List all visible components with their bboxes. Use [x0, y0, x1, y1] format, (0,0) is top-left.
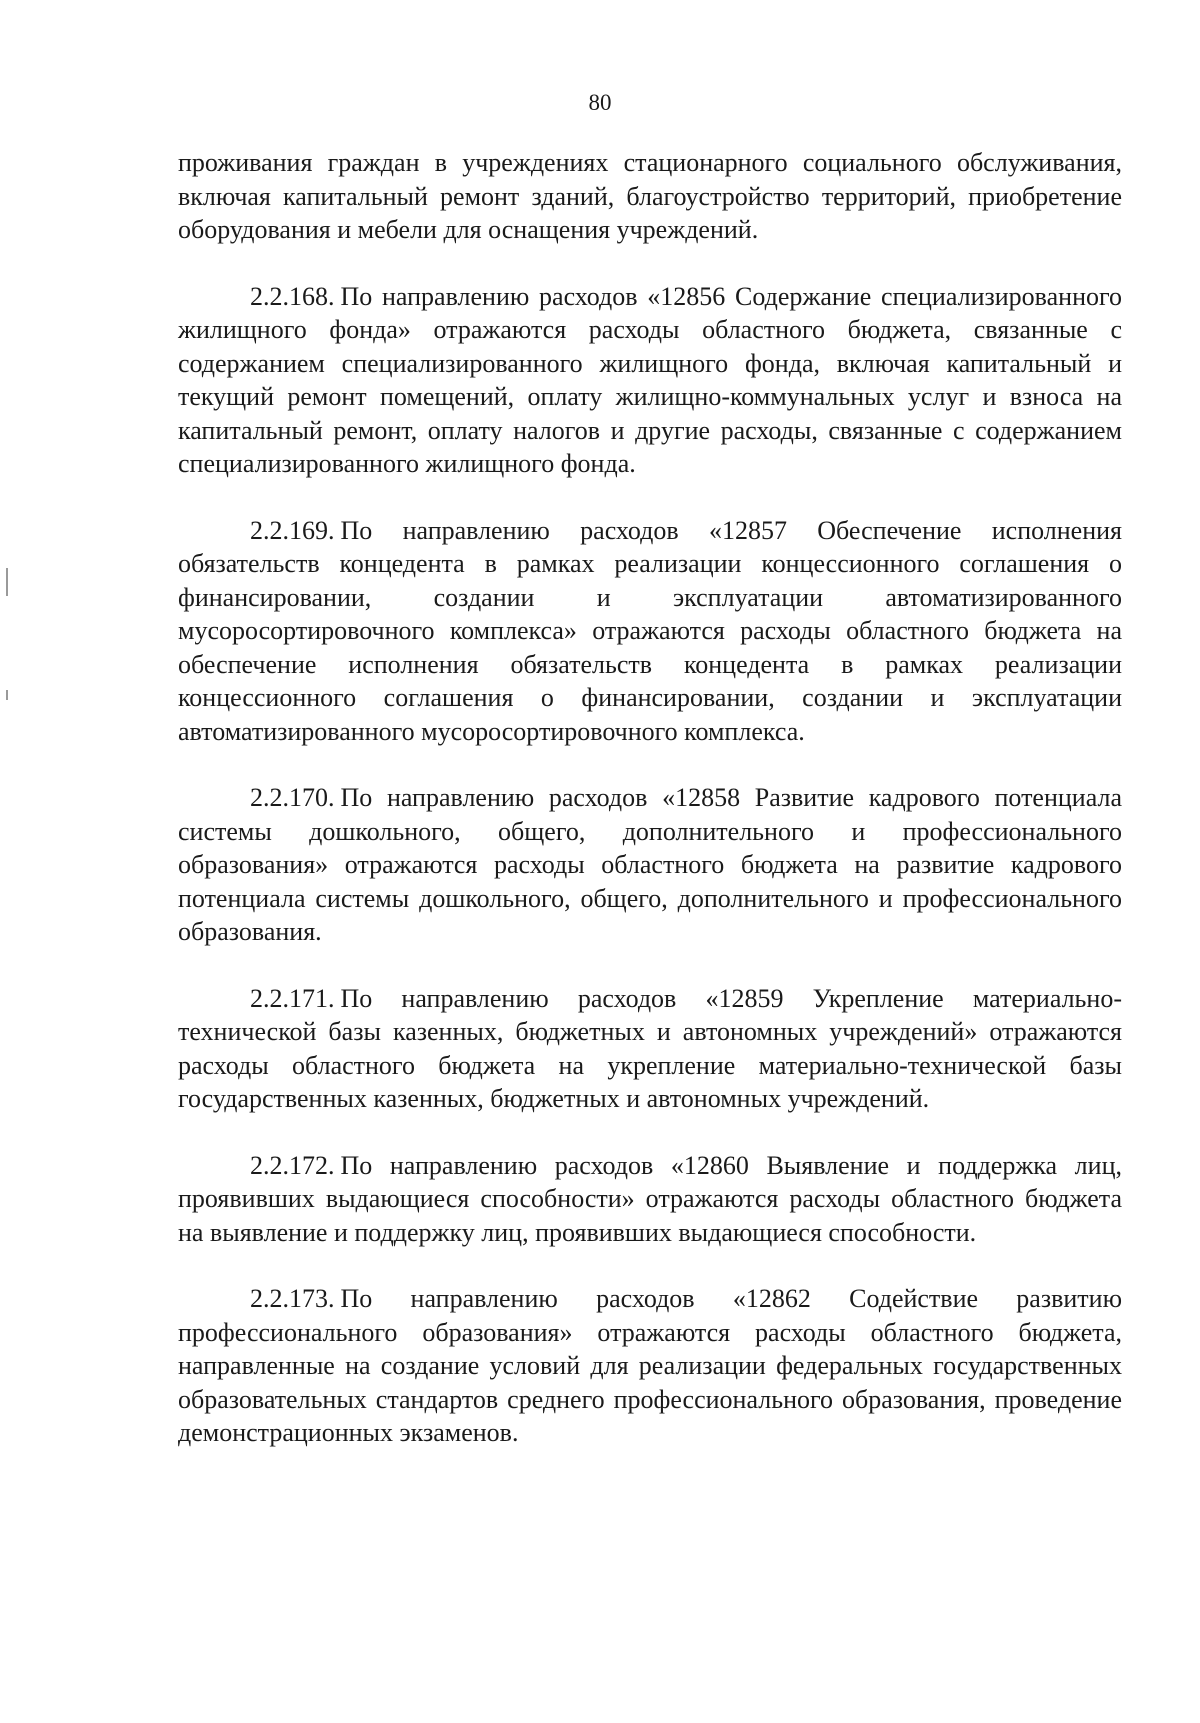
paragraph-2-2-171: [178, 982, 1122, 1116]
paragraph-2-2-170: [178, 781, 1122, 949]
paragraph-text: По направлению расходов «12856 Содержание специализированного жилищного фонда» отражаются расходы областного бюджета, связанные с содержанием специализированного жилищного фонда, включая капитальный и текущий ремонт помещений, оплату жилищно-коммунальных услуг и взноса на капитальный ремонт, оплату налогов и другие расходы, связанные с содержанием специализированного жилищного фонда.: [178, 281, 1122, 478]
paragraph-text: По направлению расходов «12862 Содействие развитию профессионального образования» отражаются расходы областного бюджета, направленные на создание условий для реализации федеральных государственных образовательных стандартов среднего профессионального образования, проведение демонстрационных экзаменов.: [178, 1284, 1122, 1447]
paragraph-text: По направлению расходов «12859 Укрепление материально-технической базы казенных, бюджетных и автономных учреждений» отражаются расходы областного бюджета на укрепление материально-технической базы государственных казенных, бюджетных и автономных учреждений.: [178, 983, 1122, 1113]
paragraph-number: 2.2.170.: [250, 783, 335, 812]
paragraph-number: 2.2.171.: [250, 983, 335, 1013]
paragraph-number: 2.2.172.: [250, 1150, 335, 1180]
paragraph-text: По направлению расходов «12857 Обеспечение исполнения обязательств концедента в рамках реализации концессионного соглашения о финансировании, создании и эксплуатации автоматизированного мусоросортировочного комплекса» отражаются расходы областного бюджета на обеспечение исполнения обязательств концедента в рамках реализации концессионного соглашения о финансировании, создании и эксплуатации автоматизированного мусоросортировочного комплекса.: [178, 515, 1122, 746]
scan-artifact: [6, 690, 8, 700]
paragraph-number: 2.2.169.: [250, 515, 335, 545]
paragraph-number: 2.2.173.: [250, 1284, 335, 1313]
paragraph-text: По направлению расходов «12858 Развитие кадрового потенциала системы дошкольного, общего, дополнительного и профессионального образования» отражаются расходы областного бюджета на развитие кадрового потенциала системы дошкольного, общего, дополнительного и профессионального образования.: [178, 783, 1122, 946]
paragraph-2-2-168: [178, 280, 1122, 481]
paragraph-2-2-173: [178, 1282, 1122, 1450]
page-body: [178, 146, 1122, 1483]
scan-artifact: [6, 568, 8, 596]
page-number: 80: [588, 90, 612, 115]
paragraph-2-2-169: [178, 514, 1122, 749]
paragraph-text: По направлению расходов «12860 Выявление и поддержка лиц, проявивших выдающиеся способности» отражаются расходы областного бюджета на выявление и поддержку лиц, проявивших выдающиеся способности.: [178, 1150, 1122, 1247]
paragraph-2-2-172: [178, 1149, 1122, 1250]
paragraph-number: 2.2.168.: [250, 281, 335, 311]
paragraph-continued: [178, 146, 1122, 247]
paragraph-text: проживания граждан в учреждениях стационарного социального обслуживания, включая капитальный ремонт зданий, благоустройство территорий, приобретение оборудования и мебели для оснащения учреждений.: [178, 148, 1122, 244]
